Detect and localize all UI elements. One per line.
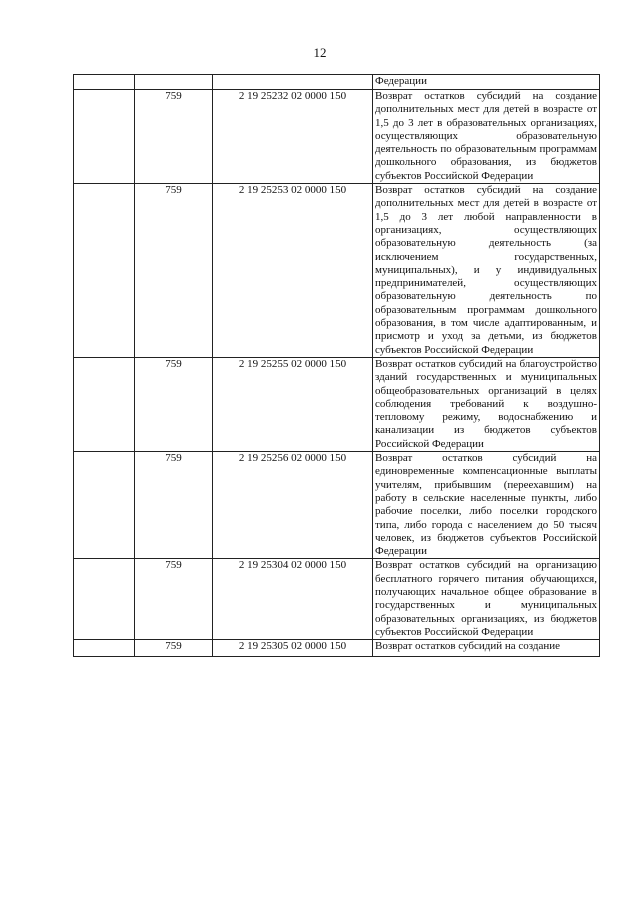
admin-code-cell: 759: [135, 640, 213, 657]
admin-code-cell: 759: [135, 357, 213, 451]
empty-cell: [74, 452, 135, 559]
income-name-cell: [373, 357, 600, 451]
empty-cell: [74, 184, 135, 358]
table-row: [74, 452, 600, 559]
kbk-code-cell: 2 19 25304 02 0000 150: [213, 559, 373, 640]
income-name-text: Возврат остатков субсидий на благоустройство зданий государственных и муниципальных общеобразовательных организаций в целях соблюдения требований к воздушно-тепловому режиму, водоснабжению и канализации из бюджетов субъектов Российской Федерации: [375, 357, 597, 450]
admin-code-cell: 759: [135, 90, 213, 184]
kbk-code-cell: 2 19 25255 02 0000 150: [213, 357, 373, 451]
empty-cell: [74, 357, 135, 451]
kbk-code-cell: 2 19 25256 02 0000 150: [213, 452, 373, 559]
admin-code-cell: 759: [135, 184, 213, 358]
empty-cell: [74, 640, 135, 657]
continuation-text: Федерации: [375, 75, 427, 87]
empty-cell: [74, 90, 135, 184]
continuation-name-cell: [373, 75, 600, 90]
empty-cell: [74, 559, 135, 640]
income-name-text: Возврат остатков субсидий на создание: [375, 640, 561, 653]
income-name-cell: [373, 452, 600, 559]
table-row: [74, 559, 600, 640]
income-name-text: Возврат остатков субсидий на единовременные компенсационные выплаты учителям, прибывшим (переехавшим) на работу в сельские населенные пункты, либо рабочие поселки, либо поселки городского типа, либо города с населением до 50 тысяч человек, из бюджетов субъектов Российской Федерации: [375, 452, 597, 558]
page-number: 12: [313, 45, 327, 60]
empty-cell: [213, 75, 373, 90]
income-name-text: Возврат остатков субсидий на создание дополнительных мест для детей в возрасте от 1,5 до 3 лет любой направленности в организациях, осуществляющих образовательную деятельность (за исключением государственных, муниципальных), и у индивидуальных предпринимателей, осуществляющих образовательную деятельность по образовательным программам дошкольного образования, в том числе адаптированным, и присмотр и уход за детьми, из бюджетов субъектов Российской Федерации: [375, 184, 597, 356]
kbk-code-cell: 2 19 25253 02 0000 150: [213, 184, 373, 358]
admin-code-cell: 759: [135, 559, 213, 640]
budget-classification-table: [73, 74, 600, 657]
table-row: [74, 184, 600, 358]
income-name-text: Возврат остатков субсидий на создание дополнительных мест для детей в возрасте от 1,5 до 3 лет в образовательных организациях, осуществляющих образовательную деятельность по образовательным программам дошкольного образования, из бюджетов субъектов Российской Федерации: [375, 90, 597, 182]
kbk-code-cell: 2 19 25232 02 0000 150: [213, 90, 373, 184]
table-row: [74, 90, 600, 184]
table-row: [74, 357, 600, 451]
income-name-cell: [373, 559, 600, 640]
table-row: [74, 640, 600, 657]
table-row-continuation: [74, 75, 600, 90]
income-name-cell: [373, 90, 600, 184]
kbk-code-cell: 2 19 25305 02 0000 150: [213, 640, 373, 657]
admin-code-cell: 759: [135, 452, 213, 559]
income-name-cell: [373, 184, 600, 358]
empty-cell: [74, 75, 135, 90]
empty-cell: [135, 75, 213, 90]
income-name-cell: [373, 640, 600, 657]
income-name-text: Возврат остатков субсидий на организацию бесплатного горячего питания обучающихся, получающих начальное общее образование в государственных и муниципальных образовательных организациях, из бюджетов субъектов Российской Федерации: [375, 559, 597, 638]
